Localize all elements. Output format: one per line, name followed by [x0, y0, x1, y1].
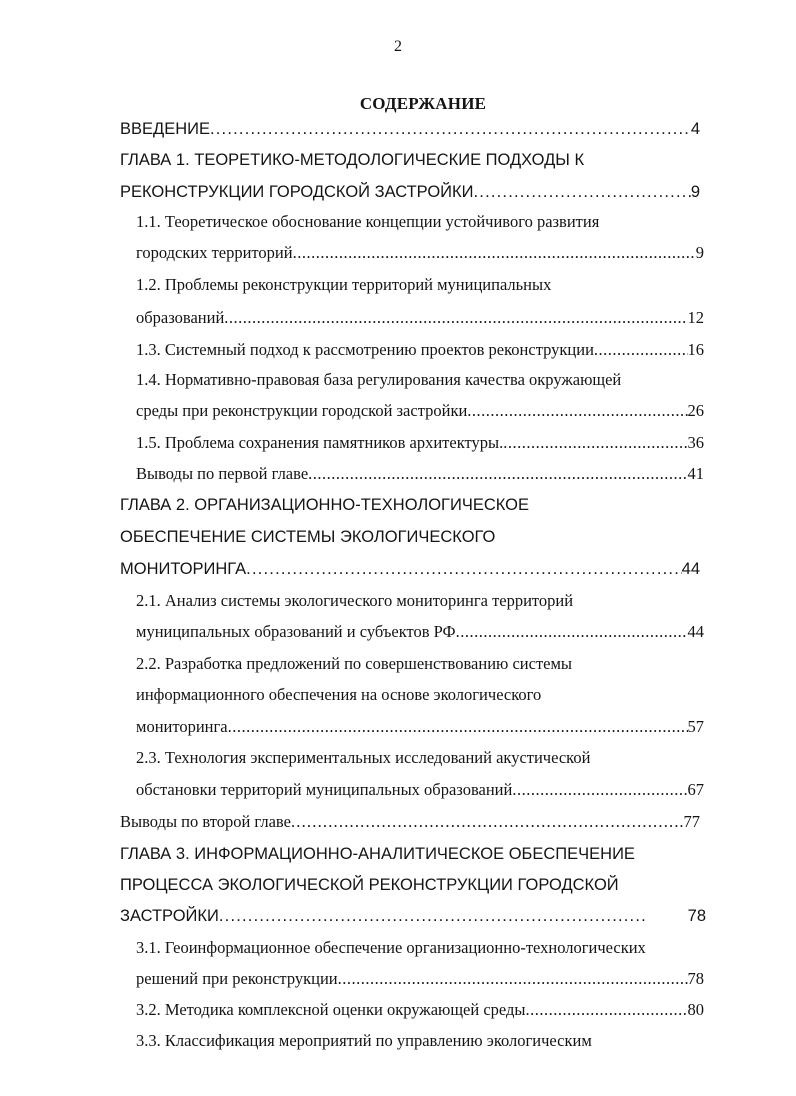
toc-chapter-heading: ГЛАВА 1. ТЕОРЕТИКО-МЕТОДОЛОГИЧЕСКИЕ ПОДХОДЫ К	[120, 151, 585, 169]
toc-page-number: 9	[695, 243, 704, 262]
toc-page-number: 12	[687, 308, 704, 327]
toc-entry-section-3-1[interactable]	[136, 966, 704, 992]
toc-entry-section-3-2[interactable]	[136, 997, 704, 1023]
toc-entry-title: Выводы по второй главе	[120, 812, 291, 831]
dot-leader	[474, 179, 691, 205]
toc-section-heading: 2.2. Разработка предложений по совершенствованию системы	[136, 654, 573, 673]
toc-entry-title: РЕКОНСТРУКЦИИ ГОРОДСКОЙ ЗАСТРОЙКИ	[120, 183, 474, 201]
toc-entry-title: ЗАСТРОЙКИ	[120, 907, 219, 925]
toc-entry-title: городских территорий	[136, 243, 293, 262]
toc-chapter-heading: ГЛАВА 2. ОРГАНИЗАЦИОННО-ТЕХНОЛОГИЧЕСКОЕ	[120, 496, 530, 514]
toc-page-number: 16	[687, 340, 704, 359]
toc-page-number: 4	[690, 120, 700, 138]
toc-chapter-heading: ПРОЦЕССА ЭКОЛОГИЧЕСКОЙ РЕКОНСТРУКЦИИ ГОРОДСКОЙ	[120, 876, 619, 894]
dot-leader	[308, 461, 687, 487]
toc-entry-chapter-2[interactable]	[120, 556, 700, 582]
dot-leader	[594, 337, 688, 363]
toc-entry-chapter-1[interactable]	[120, 179, 700, 205]
toc-entry-section-2-3[interactable]	[136, 777, 704, 803]
toc-section-heading: 1.1. Теоретическое обоснование концепции устойчивого развития	[136, 212, 600, 231]
toc-entry-title: Выводы по первой главе	[136, 464, 309, 483]
dot-leader	[338, 966, 688, 992]
toc-page-number: 57	[687, 717, 704, 736]
toc-page-number: 67	[687, 780, 704, 799]
toc-entry-title: среды при реконструкции городской застройки	[136, 401, 468, 420]
toc-page-number: 78	[687, 907, 706, 925]
dot-leader	[224, 305, 687, 331]
dot-leader	[291, 809, 679, 835]
toc-page-number: 9	[690, 183, 700, 201]
page-number: 2	[394, 38, 402, 55]
dot-leader	[512, 777, 687, 803]
toc-entry-introduction[interactable]	[120, 116, 700, 142]
toc-entry-section-1-4[interactable]	[136, 398, 704, 424]
dot-leader	[246, 556, 681, 582]
toc-entry-chapter-3[interactable]	[120, 903, 706, 929]
dot-leader	[219, 903, 648, 929]
toc-chapter-heading: ОБЕСПЕЧЕНИЕ СИСТЕМЫ ЭКОЛОГИЧЕСКОГО	[120, 528, 496, 546]
toc-page-number: 36	[687, 433, 704, 452]
toc-section-heading: 3.1. Геоинформационное обеспечение организационно-технологических	[136, 938, 646, 957]
dot-leader	[228, 714, 688, 740]
toc-entry-title: 1.3. Системный подход к рассмотрению проектов реконструкции	[136, 340, 594, 359]
toc-page-number: 44	[681, 560, 700, 578]
toc-section-heading: 1.2. Проблемы реконструкции территорий муниципальных	[136, 275, 552, 294]
toc-entry-section-1-2[interactable]	[136, 305, 704, 331]
toc-chapter-heading: ГЛАВА 3. ИНФОРМАЦИОННО-АНАЛИТИЧЕСКОЕ ОБЕСПЕЧЕНИЕ	[120, 845, 635, 863]
toc-entry-title: образований	[136, 308, 225, 327]
page-title: СОДЕРЖАНИЕ	[359, 94, 487, 113]
toc-entry-title: МОНИТОРИНГА	[120, 560, 247, 578]
toc-entry-section-1-1[interactable]	[136, 240, 704, 266]
toc-entry-section-2-1[interactable]	[136, 619, 704, 645]
toc-entry-title: решений при реконструкции	[136, 969, 338, 988]
toc-entry-section-1-5[interactable]	[136, 430, 704, 456]
toc-entry-title: 3.2. Методика комплексной оценки окружающей среды	[136, 1000, 526, 1019]
dot-leader	[526, 997, 688, 1023]
dot-leader	[210, 116, 691, 142]
toc-section-heading: 3.3. Классификация мероприятий по управлению экологическим	[136, 1031, 592, 1050]
dot-leader	[503, 430, 687, 456]
dot-leader	[467, 398, 687, 424]
toc-page-number: 80	[687, 1000, 704, 1019]
toc-entry-section-2-2[interactable]	[136, 714, 704, 740]
toc-page-number: 78	[687, 969, 704, 988]
dot-leader	[293, 240, 696, 266]
toc-section-heading: информационного обеспечения на основе экологического	[136, 685, 542, 704]
toc-page-number: 44	[687, 622, 704, 641]
toc-page-number: 41	[687, 464, 704, 483]
toc-entry-title: муниципальных образований и субъектов РФ	[136, 622, 456, 641]
toc-entry-title: 1.5. Проблема сохранения памятников архитектуры.	[136, 433, 504, 452]
toc-section-heading: 2.3. Технология экспериментальных исследований акустической	[136, 748, 591, 767]
toc-entry-title: мониторинга	[136, 717, 228, 736]
toc-entry-title: обстановки территорий муниципальных образований	[136, 780, 513, 799]
toc-page-number: 26	[687, 401, 704, 420]
toc-entry-title: ВВЕДЕНИЕ	[120, 120, 210, 138]
toc-section-heading: 1.4. Нормативно-правовая база регулирования качества окружающей	[136, 370, 622, 389]
dot-leader	[456, 619, 688, 645]
toc-entry-conclusions-2[interactable]	[120, 809, 700, 835]
toc-section-heading: 2.1. Анализ системы экологического мониторинга территорий	[136, 591, 574, 610]
toc-page-number: .77	[679, 812, 700, 831]
toc-entry-section-1-3[interactable]	[136, 337, 704, 363]
toc-entry-conclusions-1[interactable]	[136, 461, 704, 487]
